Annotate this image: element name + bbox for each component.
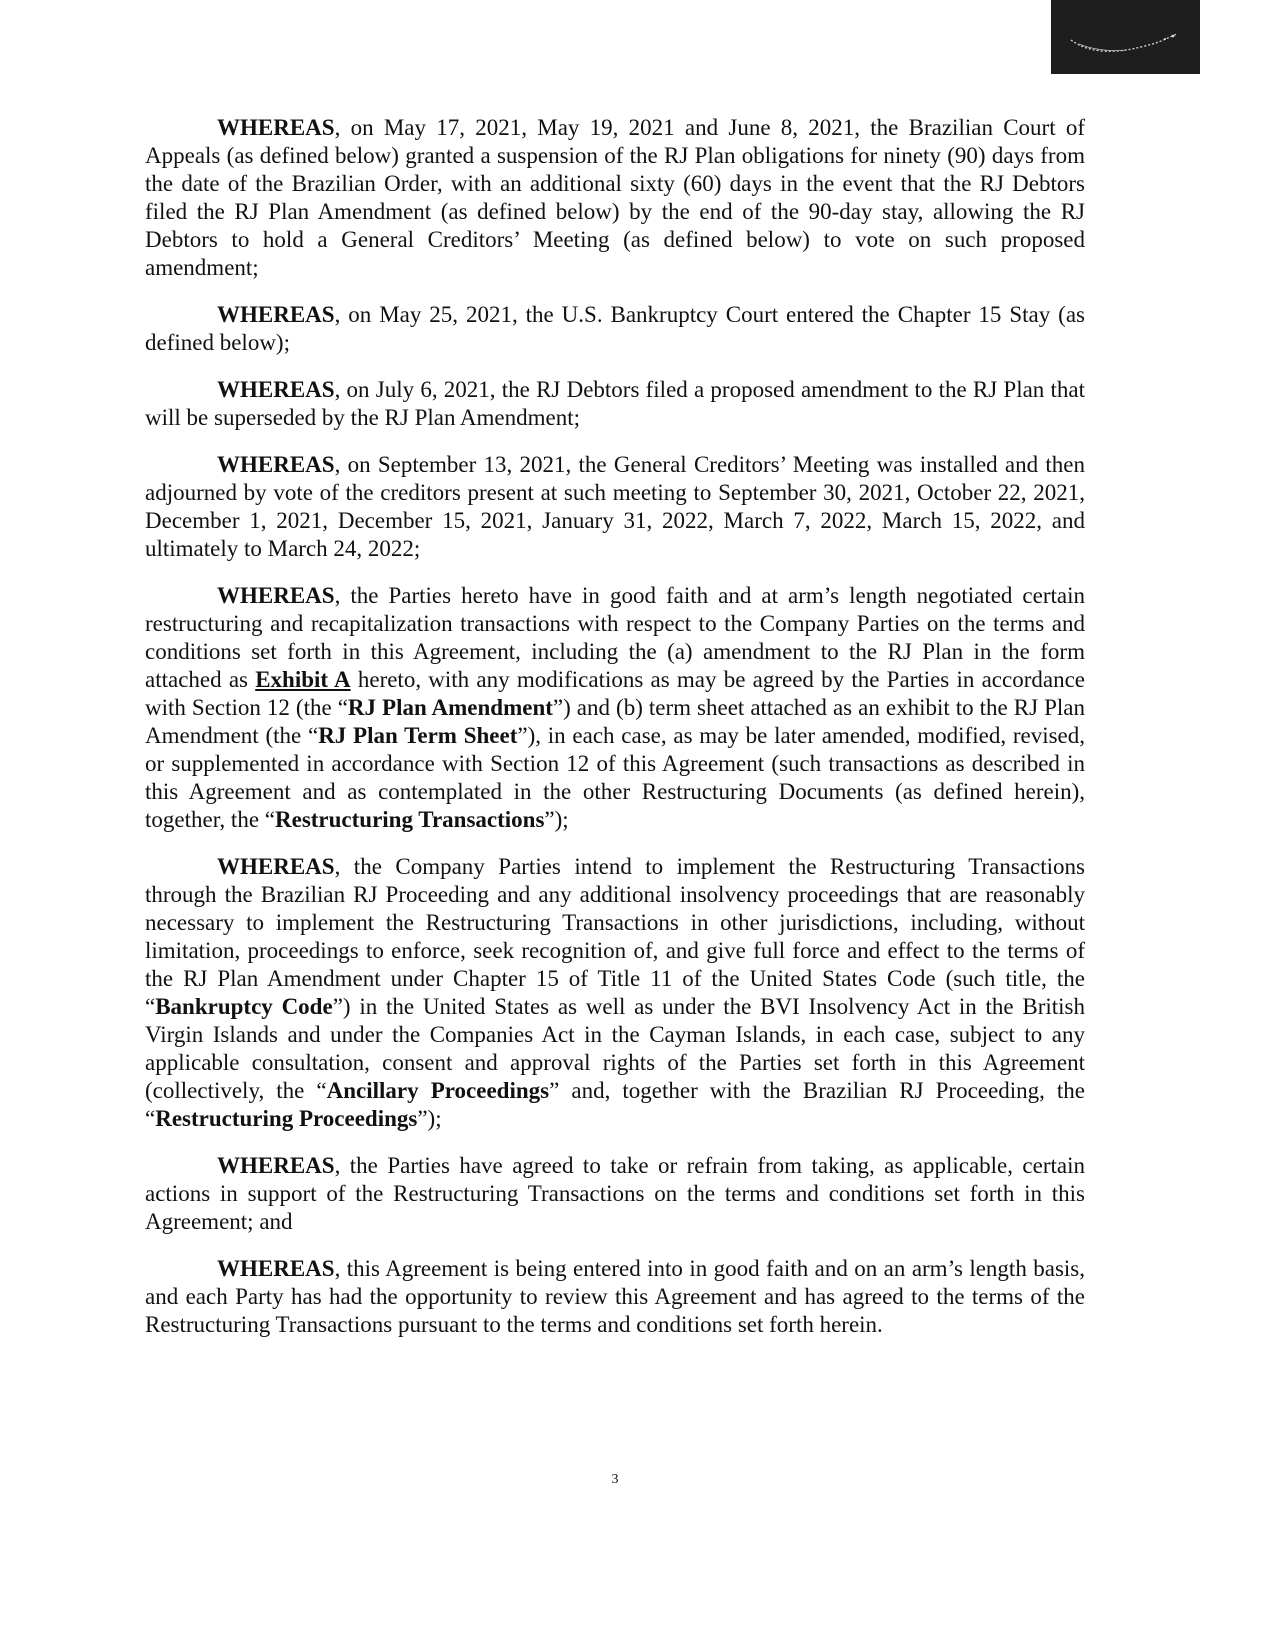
paragraph-text: , on September 13, 2021, the General Creditors’ Meeting was installed and then adjourned by vote of the creditors present at such meeting to September 30, 2021, October 22, 2021, December 1, 2021, December 15, 2021, January 31, 2022, March 7, 2022, March 15, 2022, and ultimately to March 24, 2022; bbox=[145, 452, 1085, 561]
whereas-paragraph bbox=[145, 1255, 1085, 1339]
paragraph-text: ” and, together with the Brazilian RJ Proceeding, the “ bbox=[145, 1078, 1085, 1131]
paragraph-text: ”); bbox=[417, 1106, 442, 1131]
paragraph-text: , this Agreement is being entered into in good faith and on an arm’s length basis, and each Party has had the opportunity to review this Agreement and has agreed to the terms of the Restructuring Transactions pursuant to the terms and conditions set forth herein. bbox=[145, 1256, 1085, 1337]
whereas-paragraph bbox=[145, 1152, 1085, 1236]
paragraph-text: , the Parties have agreed to take or refrain from taking, as applicable, certain actions in support of the Restructuring Transactions on the terms and conditions set forth in this Agreement; and bbox=[145, 1153, 1085, 1234]
defined-term: Ancillary Proceedings bbox=[326, 1078, 550, 1103]
whereas-paragraph bbox=[145, 451, 1085, 563]
whereas-paragraph bbox=[145, 376, 1085, 432]
paragraph-text: ”), in each case, as may be later amended, modified, revised, or supplemented in accordance with Section 12 of this Agreement (such transactions as described in this Agreement and as contemplated in the other Restructuring Documents (as defined herein), together, the “ bbox=[145, 723, 1085, 832]
defined-term-link: Exhibit A bbox=[255, 667, 351, 692]
whereas-paragraph bbox=[145, 301, 1085, 357]
whereas-keyword: WHEREAS bbox=[217, 1256, 335, 1281]
whereas-keyword: WHEREAS bbox=[217, 377, 335, 402]
paragraph-text: , on July 6, 2021, the RJ Debtors filed a proposed amendment to the RJ Plan that will be superseded by the RJ Plan Amendment; bbox=[145, 377, 1085, 430]
whereas-keyword: WHEREAS bbox=[217, 583, 335, 608]
whereas-paragraph bbox=[145, 853, 1085, 1133]
signature-stamp bbox=[1051, 0, 1200, 74]
paragraph-text: ”); bbox=[544, 807, 569, 832]
paragraph-text: , the Parties hereto have in good faith and at arm’s length negotiated certain restructuring and recapitalization transactions with respect to the Company Parties on the terms and conditions set forth in this Agreement, including the (a) amendment to the RJ Plan in the form attached as bbox=[145, 583, 1085, 692]
paragraph-text: ”) in the United States as well as under the BVI Insolvency Act in the British Virgin Islands and under the Companies Act in the Cayman Islands, in each case, subject to any applicable consultation, consent and approval rights of the Parties set forth in this Agreement (collectively, the “ bbox=[145, 994, 1085, 1103]
whereas-keyword: WHEREAS bbox=[217, 854, 335, 879]
defined-term: Restructuring Transactions bbox=[275, 807, 545, 832]
whereas-paragraph bbox=[145, 114, 1085, 282]
paragraph-text: , on May 17, 2021, May 19, 2021 and June 8, 2021, the Brazilian Court of Appeals (as defined below) granted a suspension of the RJ Plan obligations for ninety (90) days from the date of the Brazilian Order, with an additional sixty (60) days in the event that the RJ Debtors filed the RJ Plan Amendment (as defined below) by the end of the 90-day stay, allowing the RJ Debtors to hold a General Creditors’ Meeting (as defined below) to vote on such proposed amendment; bbox=[145, 115, 1085, 280]
paragraph-text: hereto, with any modifications as may be agreed by the Parties in accordance with Section 12 (the “ bbox=[145, 667, 1085, 720]
document-body bbox=[145, 114, 1085, 1358]
paragraph-text: , on May 25, 2021, the U.S. Bankruptcy Court entered the Chapter 15 Stay (as defined below); bbox=[145, 302, 1085, 355]
whereas-paragraph bbox=[145, 582, 1085, 834]
paragraph-text: ”) and (b) term sheet attached as an exhibit to the RJ Plan Amendment (the “ bbox=[145, 695, 1085, 748]
defined-term: Bankruptcy Code bbox=[155, 994, 333, 1019]
whereas-keyword: WHEREAS bbox=[217, 302, 335, 327]
whereas-keyword: WHEREAS bbox=[217, 1153, 335, 1178]
whereas-keyword: WHEREAS bbox=[217, 115, 335, 140]
defined-term: RJ Plan Term Sheet bbox=[318, 723, 518, 748]
defined-term: RJ Plan Amendment bbox=[347, 695, 553, 720]
whereas-keyword: WHEREAS bbox=[217, 452, 335, 477]
page-number: 3 bbox=[611, 1472, 619, 1487]
paragraph-text: , the Company Parties intend to implement the Restructuring Transactions through the Brazilian RJ Proceeding and any additional insolvency proceedings that are reasonably necessary to implement the Restructuring Transactions in other jurisdictions, including, without limitation, proceedings to enforce, seek recognition of, and give full force and effect to the terms of the RJ Plan Amendment under Chapter 15 of Title 11 of the United States Code (such title, the “ bbox=[145, 854, 1085, 1019]
signature-mark bbox=[1069, 30, 1181, 58]
defined-term: Restructuring Proceedings bbox=[155, 1106, 418, 1131]
